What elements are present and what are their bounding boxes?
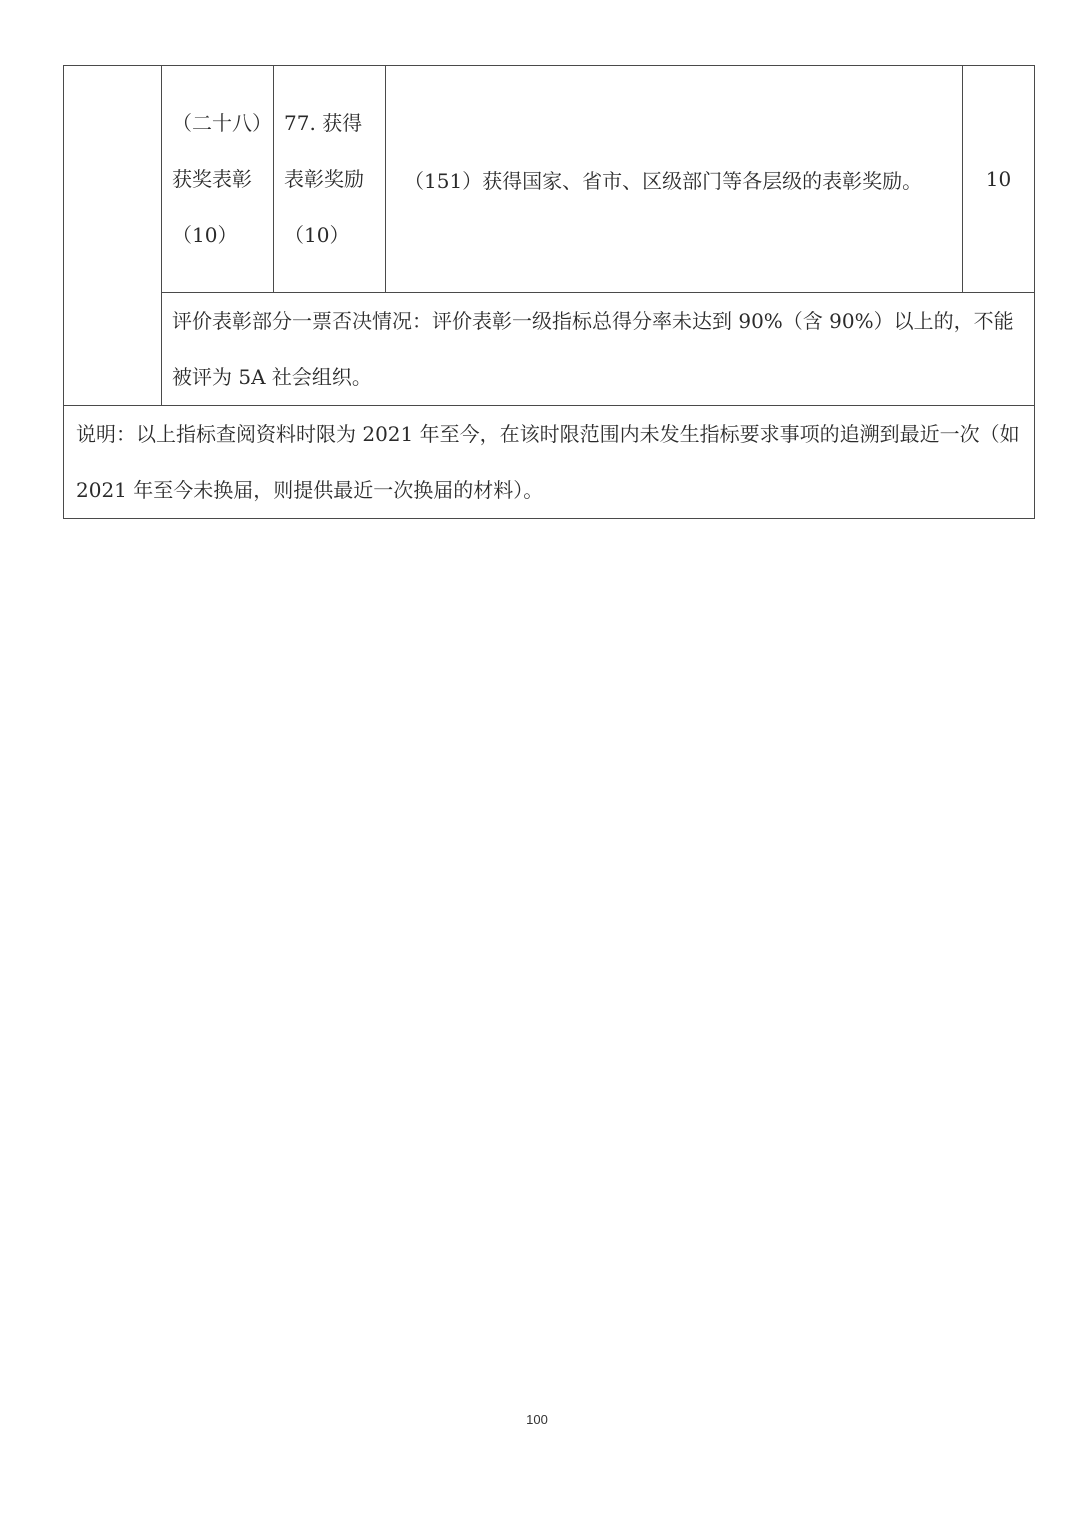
blank-cell xyxy=(64,66,162,406)
score-cell: 10 xyxy=(963,66,1035,293)
category-cell: （二十八）获奖表彰（10） xyxy=(162,66,274,293)
note-cell: 说明：以上指标查阅资料时限为 2021 年至今，在该时限范围内未发生指标要求事项的追溯到最近一次（如 2021 年至今未换届，则提供最近一次换届的材料）。 xyxy=(64,406,1035,519)
evaluation-table-fragment xyxy=(63,65,1035,519)
table-row xyxy=(64,406,1035,519)
description-cell: （151）获得国家、省市、区级部门等各层级的表彰奖励。 xyxy=(386,66,963,293)
table-row xyxy=(64,293,1035,406)
indicator-cell: 77. 获得表彰奖励（10） xyxy=(274,66,386,293)
table-row xyxy=(64,66,1035,293)
evaluation-table xyxy=(63,65,1035,519)
veto-rule-cell: 评价表彰部分一票否决情况：评价表彰一级指标总得分率未达到 90%（含 90%）以上的，不能被评为 5A 社会组织。 xyxy=(162,293,1035,406)
page-number: 100 xyxy=(526,1412,548,1427)
